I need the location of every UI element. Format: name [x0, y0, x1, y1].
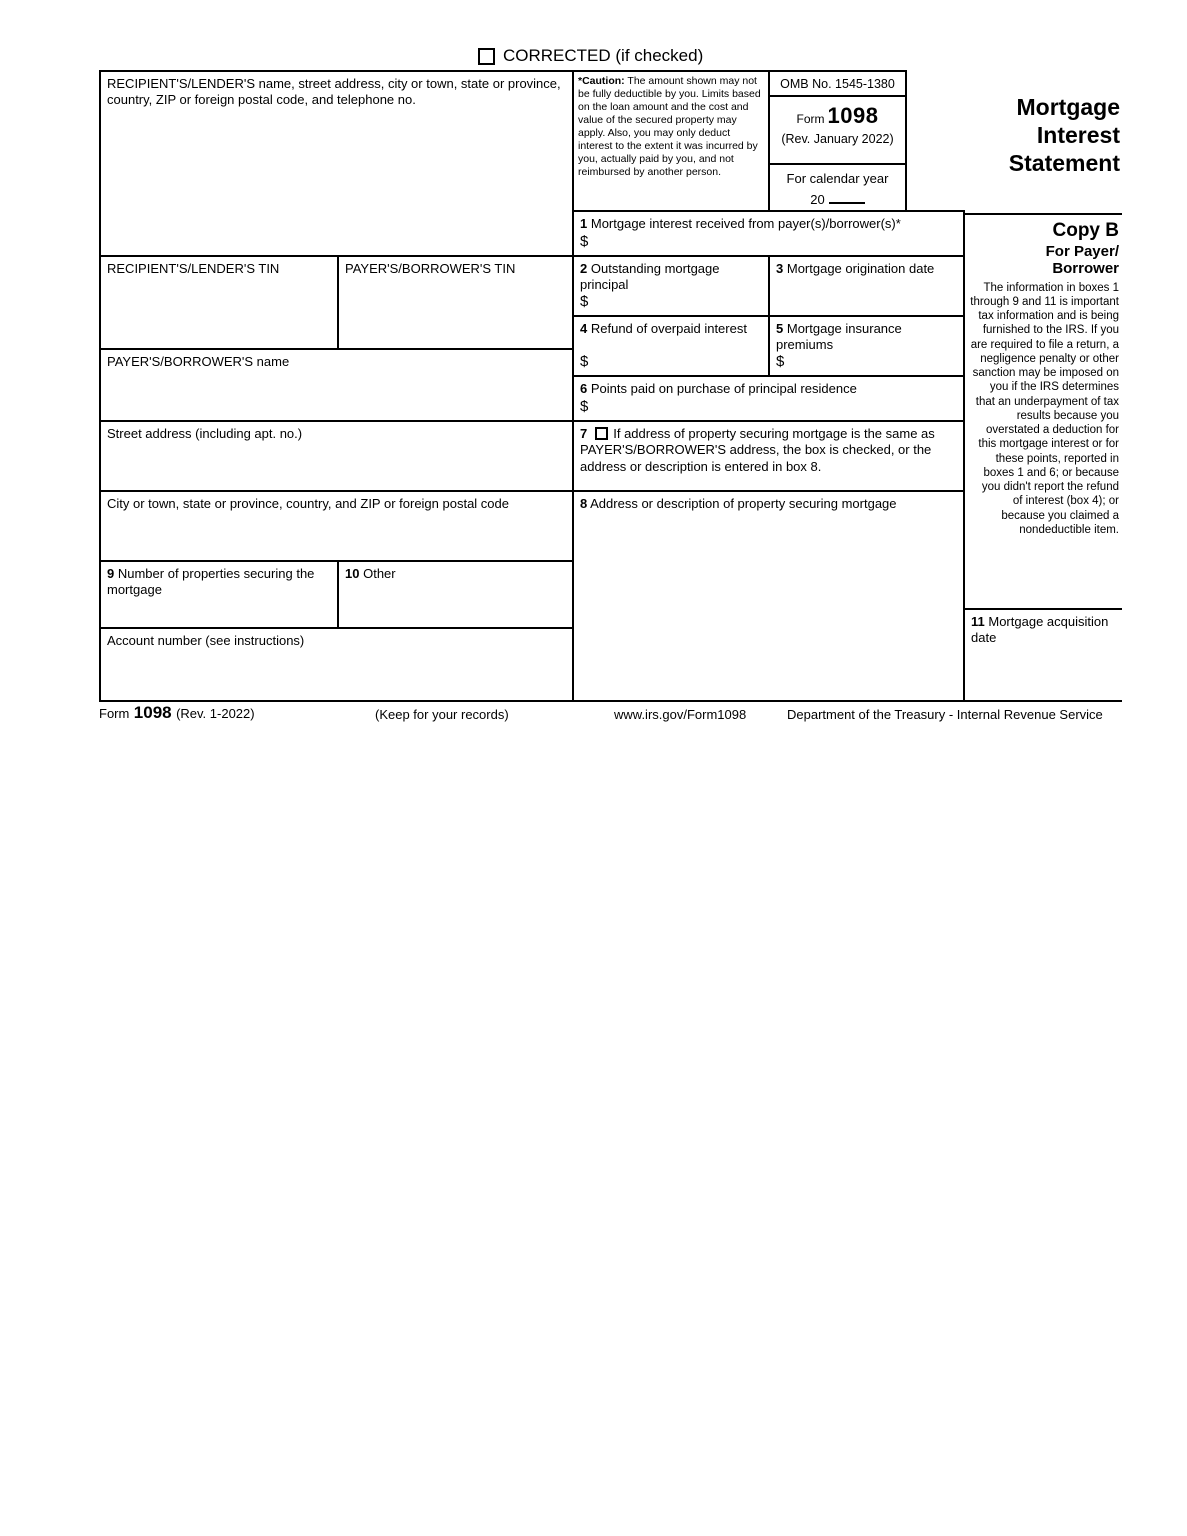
payer-name-label: PAYER'S/BORROWER'S name	[107, 354, 290, 369]
box4-dollar-sign: $	[580, 353, 589, 370]
caution-body: The amount shown may not be fully deductible by you. Limits based on the loan amount and the cost and value of the secured property may apply. Also, you may only deduct interest to the extent it was incurred by you, actually paid by you, and not reimbursed by another person.	[578, 75, 761, 179]
form-title-line1: Mortgage	[1016, 94, 1120, 120]
box8-label-row	[580, 496, 957, 512]
form-number-box	[768, 95, 907, 165]
footer-form-revision: (Rev. 1-2022)	[176, 706, 255, 721]
box1-label-row	[580, 216, 957, 232]
box10-label: Other	[363, 566, 396, 581]
box9-label: Number of properties securing the mortgage	[107, 566, 315, 598]
box2	[572, 255, 770, 317]
recipient-tin-box	[99, 255, 339, 350]
footer-form-number: 1098	[133, 703, 172, 722]
caution-box	[572, 70, 770, 212]
box7-label: If address of property securing mortgage is the same as PAYER'S/BORROWER'S address, the box is checked, or the address or description is entered in box 8.	[580, 426, 935, 474]
box3-number: 3	[776, 261, 784, 276]
calendar-year-label: For calendar year	[786, 171, 889, 186]
box11-number: 11	[971, 614, 985, 629]
copy-b-instructions: The information in boxes 1 through 9 and 11 is important tax information and is being furnished to the IRS. If you are required to file a return, a negligence penalty or other sanction may be imposed on you if the IRS determines that an underpayment of tax results because you overstated a deduction for this mortgage interest or for these points, reported in boxes 1 and 6; or because you didn't report the refund of interest (box 4); or because you claimed a nondeductible item.	[970, 281, 1119, 536]
caution-lead: *Caution:	[578, 75, 625, 87]
box9-number: 9	[107, 566, 115, 581]
corrected-label: CORRECTED (if checked)	[503, 46, 704, 65]
city-box	[99, 490, 574, 562]
city-label: City or town, state or province, country, and ZIP or foreign postal code	[107, 496, 509, 511]
box5-label-row	[776, 321, 957, 354]
calendar-year-entry	[810, 190, 864, 207]
box5	[768, 315, 965, 377]
copy-b-subtitle	[970, 243, 1119, 278]
box1-dollar-sign: $	[580, 233, 589, 250]
box10-number: 10	[345, 566, 360, 581]
form-revision: (Rev. January 2022)	[781, 132, 894, 146]
box11	[963, 608, 1122, 702]
box8	[572, 490, 965, 702]
box7-number: 7	[580, 426, 588, 441]
copy-b-panel	[963, 213, 1122, 610]
calendar-year-prefix: 20	[810, 192, 825, 207]
form-title-line3: Statement	[1008, 150, 1120, 177]
box4-label-row	[580, 321, 762, 337]
payer-name-box	[99, 348, 574, 422]
box4-label: Refund of overpaid interest	[590, 321, 747, 336]
box3-label: Mortgage origination date	[786, 261, 935, 276]
box5-number: 5	[776, 321, 784, 336]
omb-label: OMB No. 1545-1380	[780, 76, 895, 91]
omb-box	[768, 70, 907, 97]
box5-dollar-sign: $	[776, 353, 785, 370]
box6-label: Points paid on purchase of principal residence	[590, 381, 857, 396]
box2-dollar-sign: $	[580, 293, 589, 310]
copy-b-subtitle-line1: For Payer/	[1045, 243, 1119, 260]
box2-label-row	[580, 261, 762, 294]
box6	[572, 375, 965, 422]
box6-dollar-sign: $	[580, 398, 589, 415]
corrected-checkbox[interactable]	[478, 48, 495, 65]
box1	[572, 210, 965, 257]
box10	[337, 560, 574, 629]
box1-label: Mortgage interest received from payer(s)/borrower(s)*	[590, 216, 901, 231]
box6-label-row	[580, 381, 957, 397]
payer-tin-box	[337, 255, 574, 350]
form-word: Form	[796, 112, 825, 126]
footer-url: www.irs.gov/Form1098	[614, 707, 747, 722]
footer-keep-note: (Keep for your records)	[375, 707, 509, 722]
box9	[99, 560, 339, 629]
box2-label: Outstanding mortgage principal	[580, 261, 720, 293]
box5-label: Mortgage insurance premiums	[776, 321, 902, 353]
recipient-lender-info-label: RECIPIENT'S/LENDER'S name, street address, city or town, state or province, country, ZIP or foreign postal code, and telephone no.	[107, 76, 561, 108]
box8-number: 8	[580, 496, 588, 511]
box9-label-row	[107, 566, 331, 599]
footer-form-word: Form	[99, 706, 130, 721]
box11-label-row	[971, 614, 1116, 647]
box4	[572, 315, 770, 377]
box3	[768, 255, 965, 317]
caution-text	[578, 75, 764, 179]
box2-number: 2	[580, 261, 588, 276]
recipient-lender-info-box	[99, 70, 574, 257]
form-title-line2: Interest	[1036, 122, 1120, 149]
box7-label-row	[580, 426, 957, 475]
copy-b-subtitle-line2: Borrower	[1052, 260, 1119, 278]
box10-label-row	[345, 566, 566, 582]
payer-tin-label: PAYER'S/BORROWER'S TIN	[345, 261, 516, 276]
recipient-tin-label: RECIPIENT'S/LENDER'S TIN	[107, 261, 280, 276]
box6-number: 6	[580, 381, 588, 396]
footer-form-id	[99, 703, 255, 723]
street-address-label: Street address (including apt. no.)	[107, 426, 303, 441]
box1-number: 1	[580, 216, 588, 231]
calendar-year-blank[interactable]	[829, 190, 865, 204]
copy-b-title: Copy B	[1052, 220, 1119, 241]
form-number-line	[797, 103, 879, 129]
box7-checkbox[interactable]	[595, 427, 608, 440]
form-number: 1098	[827, 103, 879, 128]
corrected-row	[478, 46, 703, 66]
box3-label-row	[776, 261, 957, 277]
footer-department: Department of the Treasury - Internal Revenue Service	[787, 707, 1103, 722]
box11-label: Mortgage acquisition date	[971, 614, 1109, 646]
account-number-label: Account number (see instructions)	[107, 633, 305, 648]
form-title	[955, 93, 1120, 177]
box4-number: 4	[580, 321, 588, 336]
calendar-year-box	[768, 163, 907, 212]
account-number-box	[99, 627, 574, 702]
box7	[572, 420, 965, 492]
street-address-box	[99, 420, 574, 492]
box8-label: Address or description of property securing mortgage	[590, 496, 897, 511]
